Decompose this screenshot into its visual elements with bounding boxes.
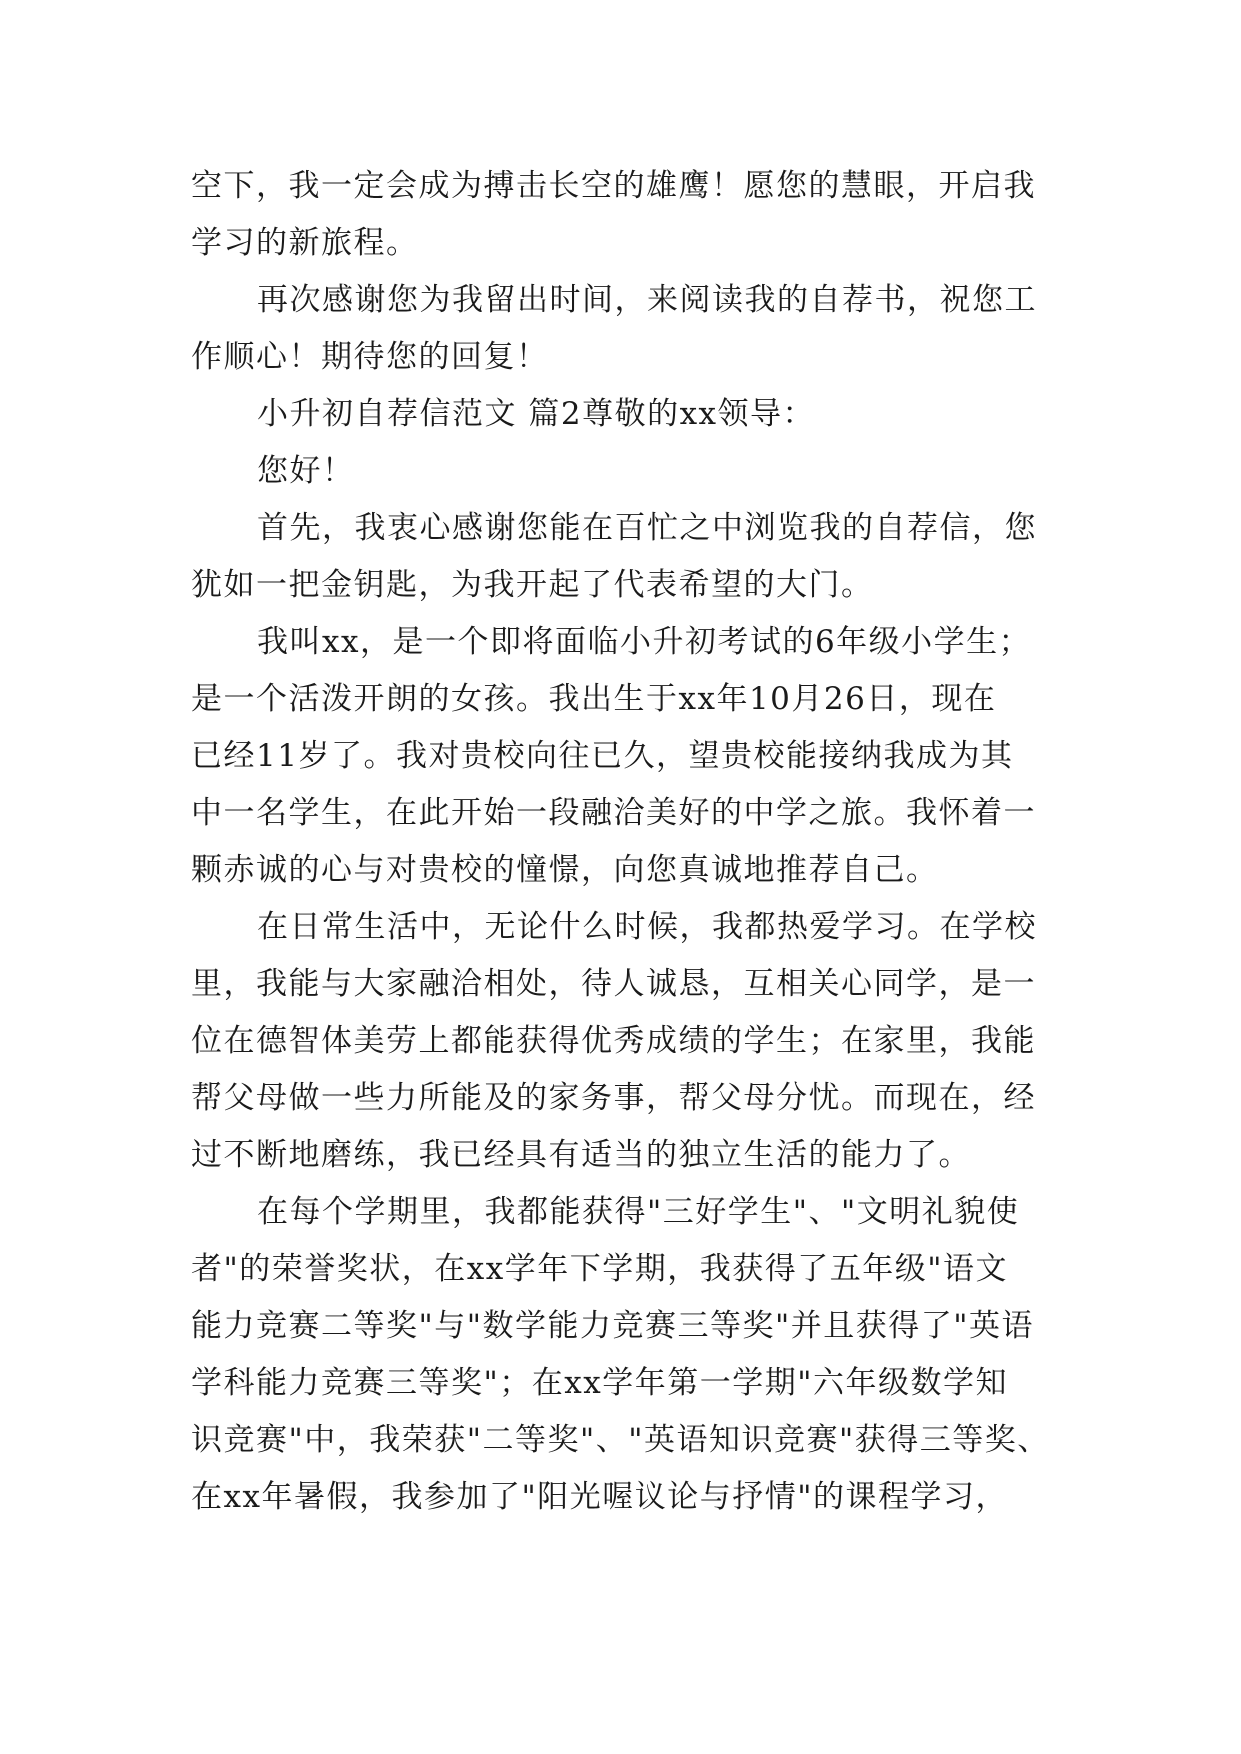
text-line: 再次感谢您为我留出时间，来阅读我的自荐书，祝您工 — [257, 282, 1037, 318]
text-line: 在xx年暑假，我参加了"阳光喔议论与抒情"的课程学习， — [191, 1479, 1008, 1515]
text-line: 在每个学期里，我都能获得"三好学生"、"文明礼貌使 — [257, 1194, 1020, 1230]
text-line: 学科能力竞赛三等奖"；在xx学年第一学期"六年级数学知 — [191, 1365, 1008, 1401]
paragraph — [191, 158, 1051, 272]
text-line: 者"的荣誉奖状，在xx学年下学期，我获得了五年级"语文 — [191, 1251, 1008, 1287]
text-line: 已经11岁了。我对贵校向往已久，望贵校能接纳我成为其 — [191, 738, 1014, 774]
paragraph — [191, 443, 1051, 500]
text-line: 识竞赛"中，我荣获"二等奖"、"英语知识竞赛"获得三等奖、 — [191, 1422, 1050, 1458]
text-line: 颗赤诚的心与对贵校的憧憬，向您真诚地推荐自己。 — [191, 852, 939, 888]
document-body — [191, 158, 1051, 1526]
text-line: 作顺心！期待您的回复！ — [191, 339, 549, 375]
text-line: 帮父母做一些力所能及的家务事，帮父母分忧。而现在，经 — [191, 1080, 1036, 1116]
paragraph — [191, 272, 1051, 386]
paragraph — [191, 614, 1051, 899]
text-line: 是一个活泼开朗的女孩。我出生于xx年10月26日，现在 — [191, 681, 997, 717]
text-line: 空下，我一定会成为搏击长空的雄鹰！愿您的慧眼，开启我 — [191, 168, 1036, 204]
text-line: 您好！ — [257, 453, 355, 489]
paragraph — [191, 500, 1051, 614]
text-line: 小升初自荐信范文 篇2尊敬的xx领导： — [257, 396, 816, 432]
text-line: 中一名学生，在此开始一段融洽美好的中学之旅。我怀着一 — [191, 795, 1036, 831]
paragraph — [191, 386, 1051, 443]
text-line: 学习的新旅程。 — [191, 225, 419, 261]
text-line: 能力竞赛二等奖"与"数学能力竞赛三等奖"并且获得了"英语 — [191, 1308, 1035, 1344]
text-line: 过不断地磨练，我已经具有适当的独立生活的能力了。 — [191, 1137, 971, 1173]
text-line: 首先，我衷心感谢您能在百忙之中浏览我的自荐信，您 — [257, 510, 1037, 546]
paragraph — [191, 1184, 1051, 1526]
text-line: 我叫xx，是一个即将面临小升初考试的6年级小学生； — [257, 624, 1032, 660]
text-line: 在日常生活中，无论什么时候，我都热爱学习。在学校 — [257, 909, 1037, 945]
text-line: 位在德智体美劳上都能获得优秀成绩的学生；在家里，我能 — [191, 1023, 1036, 1059]
text-line: 犹如一把金钥匙，为我开起了代表希望的大门。 — [191, 567, 874, 603]
paragraph — [191, 899, 1051, 1184]
text-line: 里，我能与大家融洽相处，待人诚恳，互相关心同学，是一 — [191, 966, 1036, 1002]
